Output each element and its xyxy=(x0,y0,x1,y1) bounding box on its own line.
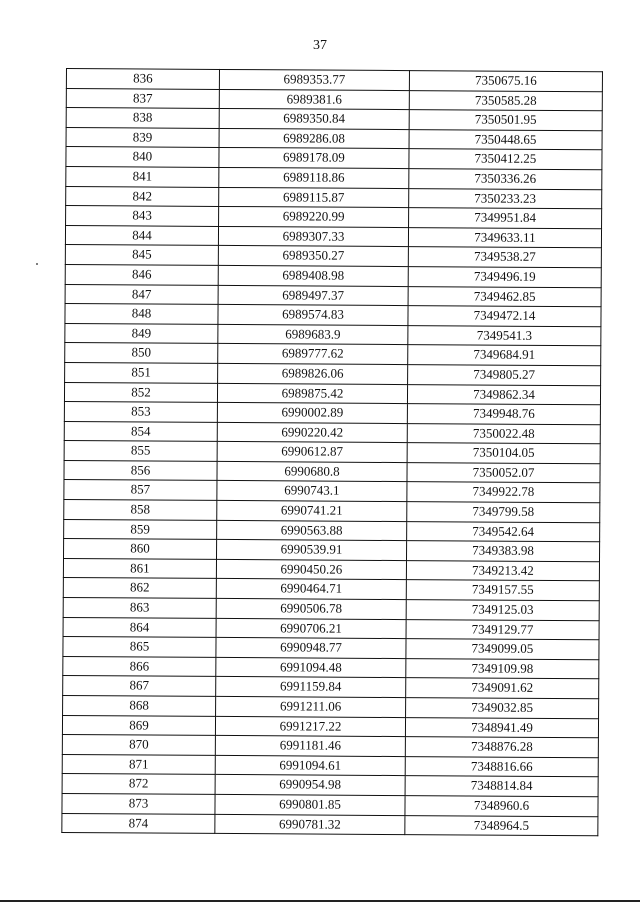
point-number-cell: 839 xyxy=(66,127,219,148)
y-coordinate-cell: 7348876.28 xyxy=(405,737,598,758)
x-coordinate-cell: 6990450.26 xyxy=(216,559,406,580)
y-coordinate-cell: 7350233.23 xyxy=(409,188,602,209)
point-number-cell: 844 xyxy=(65,225,218,246)
table-row xyxy=(63,676,599,699)
table-row xyxy=(66,186,602,209)
y-coordinate-cell: 7349032.85 xyxy=(406,698,599,719)
x-coordinate-cell: 6989574.83 xyxy=(218,305,408,326)
y-coordinate-cell: 7349862.34 xyxy=(407,384,600,405)
x-coordinate-cell: 6989286.08 xyxy=(219,128,409,149)
point-number-cell: 863 xyxy=(63,598,216,619)
table-row xyxy=(66,88,602,111)
y-coordinate-cell: 7349948.76 xyxy=(407,404,600,425)
y-coordinate-cell: 7350104.05 xyxy=(407,443,600,464)
point-number-cell: 842 xyxy=(66,186,219,207)
x-coordinate-cell: 6989115.87 xyxy=(219,187,409,208)
y-coordinate-cell: 7349109.98 xyxy=(406,658,599,679)
y-coordinate-cell: 7349633.11 xyxy=(408,227,601,248)
point-number-cell: 866 xyxy=(63,656,216,677)
y-coordinate-cell: 7349538.27 xyxy=(408,247,601,268)
x-coordinate-cell: 6989408.98 xyxy=(218,265,408,286)
point-number-cell: 857 xyxy=(64,480,217,501)
x-coordinate-cell: 6989683.9 xyxy=(218,324,408,345)
table-row xyxy=(63,598,599,621)
point-number-cell: 856 xyxy=(64,460,217,481)
table-row xyxy=(62,813,598,836)
x-coordinate-cell: 6989353.77 xyxy=(219,69,409,90)
table-row xyxy=(63,578,599,601)
point-number-cell: 838 xyxy=(66,108,219,129)
point-number-cell: 850 xyxy=(65,343,218,364)
y-coordinate-cell: 7350501.95 xyxy=(409,110,602,131)
table-row xyxy=(65,264,601,287)
point-number-cell: 840 xyxy=(66,147,219,168)
point-number-cell: 849 xyxy=(65,323,218,344)
point-number-cell: 872 xyxy=(62,774,215,795)
point-number-cell: 861 xyxy=(63,558,216,579)
x-coordinate-cell: 6989350.84 xyxy=(219,109,409,130)
point-number-cell: 870 xyxy=(62,735,215,756)
y-coordinate-cell: 7349922.78 xyxy=(407,482,600,503)
x-coordinate-cell: 6990948.77 xyxy=(216,638,406,659)
y-coordinate-cell: 7349951.84 xyxy=(409,208,602,229)
point-number-cell: 865 xyxy=(63,637,216,658)
x-coordinate-cell: 6990680.8 xyxy=(217,461,407,482)
x-coordinate-cell: 6989118.86 xyxy=(219,167,409,188)
point-number-cell: 869 xyxy=(62,715,215,736)
y-coordinate-cell: 7350675.16 xyxy=(409,71,602,92)
point-number-cell: 854 xyxy=(64,421,217,442)
y-coordinate-cell: 7349462.85 xyxy=(408,286,601,307)
x-coordinate-cell: 6990743.1 xyxy=(217,481,407,502)
table-row xyxy=(66,166,602,189)
y-coordinate-cell: 7349383.98 xyxy=(406,541,599,562)
table-row xyxy=(64,382,600,405)
point-number-cell: 848 xyxy=(65,304,218,325)
table-row xyxy=(63,656,599,679)
point-number-cell: 843 xyxy=(66,206,219,227)
x-coordinate-cell: 6991181.46 xyxy=(215,736,405,757)
table-row xyxy=(62,774,598,797)
point-number-cell: 845 xyxy=(65,245,218,266)
x-coordinate-cell: 6989875.42 xyxy=(217,383,407,404)
point-number-cell: 867 xyxy=(63,676,216,697)
table-row xyxy=(64,402,600,425)
table-row xyxy=(66,108,602,131)
table-row xyxy=(62,793,598,816)
point-number-cell: 873 xyxy=(62,793,215,814)
point-number-cell: 874 xyxy=(62,813,215,834)
x-coordinate-cell: 6989350.27 xyxy=(218,246,408,267)
y-coordinate-cell: 7349213.42 xyxy=(406,560,599,581)
x-coordinate-cell: 6990801.85 xyxy=(215,794,405,815)
coordinate-table-body xyxy=(62,69,603,836)
table-row xyxy=(64,460,600,483)
table-row xyxy=(65,304,601,327)
point-number-cell: 868 xyxy=(63,695,216,716)
y-coordinate-cell: 7349157.55 xyxy=(406,580,599,601)
point-number-cell: 871 xyxy=(62,754,215,775)
y-coordinate-cell: 7350585.28 xyxy=(409,90,602,111)
x-coordinate-cell: 6990220.42 xyxy=(217,422,407,443)
point-number-cell: 853 xyxy=(64,402,217,423)
table-row xyxy=(64,500,600,523)
coordinate-table-container xyxy=(61,68,602,836)
y-coordinate-cell: 7349125.03 xyxy=(406,600,599,621)
point-number-cell: 864 xyxy=(63,617,216,638)
x-coordinate-cell: 6989826.06 xyxy=(218,363,408,384)
y-coordinate-cell: 7349091.62 xyxy=(406,678,599,699)
table-row xyxy=(64,539,600,562)
x-coordinate-cell: 6991094.48 xyxy=(216,657,406,678)
y-coordinate-cell: 7349472.14 xyxy=(408,306,601,327)
table-row xyxy=(63,637,599,660)
x-coordinate-cell: 6990539.91 xyxy=(217,540,407,561)
table-row xyxy=(63,558,599,581)
point-number-cell: 852 xyxy=(64,382,217,403)
x-coordinate-cell: 6990612.87 xyxy=(217,442,407,463)
point-number-cell: 858 xyxy=(64,500,217,521)
y-coordinate-cell: 7348960.6 xyxy=(405,796,598,817)
point-number-cell: 851 xyxy=(65,362,218,383)
table-row xyxy=(62,715,598,738)
y-coordinate-cell: 7349805.27 xyxy=(408,364,601,385)
table-row xyxy=(63,617,599,640)
x-coordinate-cell: 6990464.71 xyxy=(216,579,406,600)
x-coordinate-cell: 6990706.21 xyxy=(216,618,406,639)
x-coordinate-cell: 6991211.06 xyxy=(216,696,406,717)
table-row xyxy=(66,147,602,170)
table-row xyxy=(66,127,602,150)
table-row xyxy=(64,480,600,503)
x-coordinate-cell: 6990781.32 xyxy=(215,814,405,835)
table-row xyxy=(65,343,601,366)
y-coordinate-cell: 7350022.48 xyxy=(407,423,600,444)
table-row xyxy=(62,754,598,777)
point-number-cell: 837 xyxy=(66,88,219,109)
y-coordinate-cell: 7349496.19 xyxy=(408,267,601,288)
x-coordinate-cell: 6989178.09 xyxy=(219,148,409,169)
table-row xyxy=(65,284,601,307)
y-coordinate-cell: 7349129.77 xyxy=(406,619,599,640)
table-row xyxy=(64,519,600,542)
page-number: 37 xyxy=(313,38,327,53)
y-coordinate-cell: 7348964.5 xyxy=(405,815,598,836)
x-coordinate-cell: 6990563.88 xyxy=(217,520,407,541)
table-row xyxy=(65,245,601,268)
x-coordinate-cell: 6989777.62 xyxy=(218,344,408,365)
y-coordinate-cell: 7350336.26 xyxy=(409,169,602,190)
x-coordinate-cell: 6989220.99 xyxy=(219,207,409,228)
table-row xyxy=(65,362,601,385)
x-coordinate-cell: 6991159.84 xyxy=(216,677,406,698)
point-number-cell: 847 xyxy=(65,284,218,305)
table-row xyxy=(62,735,598,758)
x-coordinate-cell: 6991217.22 xyxy=(215,716,405,737)
table-row xyxy=(66,69,602,92)
point-number-cell: 846 xyxy=(65,264,218,285)
table-row xyxy=(64,421,600,444)
y-coordinate-cell: 7350448.65 xyxy=(409,129,602,150)
table-row xyxy=(66,206,602,229)
x-coordinate-cell: 6991094.61 xyxy=(215,755,405,776)
point-number-cell: 862 xyxy=(63,578,216,599)
y-coordinate-cell: 7349799.58 xyxy=(407,502,600,523)
y-coordinate-cell: 7350412.25 xyxy=(409,149,602,170)
y-coordinate-cell: 7348814.84 xyxy=(405,776,598,797)
y-coordinate-cell: 7349541.3 xyxy=(408,325,601,346)
point-number-cell: 859 xyxy=(64,519,217,540)
y-coordinate-cell: 7350052.07 xyxy=(407,462,600,483)
y-coordinate-cell: 7349542.64 xyxy=(407,521,600,542)
scan-speck xyxy=(36,263,38,265)
point-number-cell: 860 xyxy=(64,539,217,560)
point-number-cell: 836 xyxy=(66,69,219,90)
y-coordinate-cell: 7349099.05 xyxy=(406,639,599,660)
point-number-cell: 841 xyxy=(66,166,219,187)
x-coordinate-cell: 6990741.21 xyxy=(217,500,407,521)
y-coordinate-cell: 7348941.49 xyxy=(405,717,598,738)
point-number-cell: 855 xyxy=(64,441,217,462)
x-coordinate-cell: 6990506.78 xyxy=(216,598,406,619)
y-coordinate-cell: 7348816.66 xyxy=(405,756,598,777)
x-coordinate-cell: 6990954.98 xyxy=(215,775,405,796)
x-coordinate-cell: 6989497.37 xyxy=(218,285,408,306)
x-coordinate-cell: 6989381.6 xyxy=(219,89,409,110)
page-bottom-rule xyxy=(0,900,640,902)
x-coordinate-cell: 6989307.33 xyxy=(218,226,408,247)
table-row xyxy=(65,323,601,346)
table-row xyxy=(65,225,601,248)
table-row xyxy=(63,695,599,718)
table-row xyxy=(64,441,600,464)
coordinate-table xyxy=(61,68,603,836)
y-coordinate-cell: 7349684.91 xyxy=(408,345,601,366)
x-coordinate-cell: 6990002.89 xyxy=(217,403,407,424)
